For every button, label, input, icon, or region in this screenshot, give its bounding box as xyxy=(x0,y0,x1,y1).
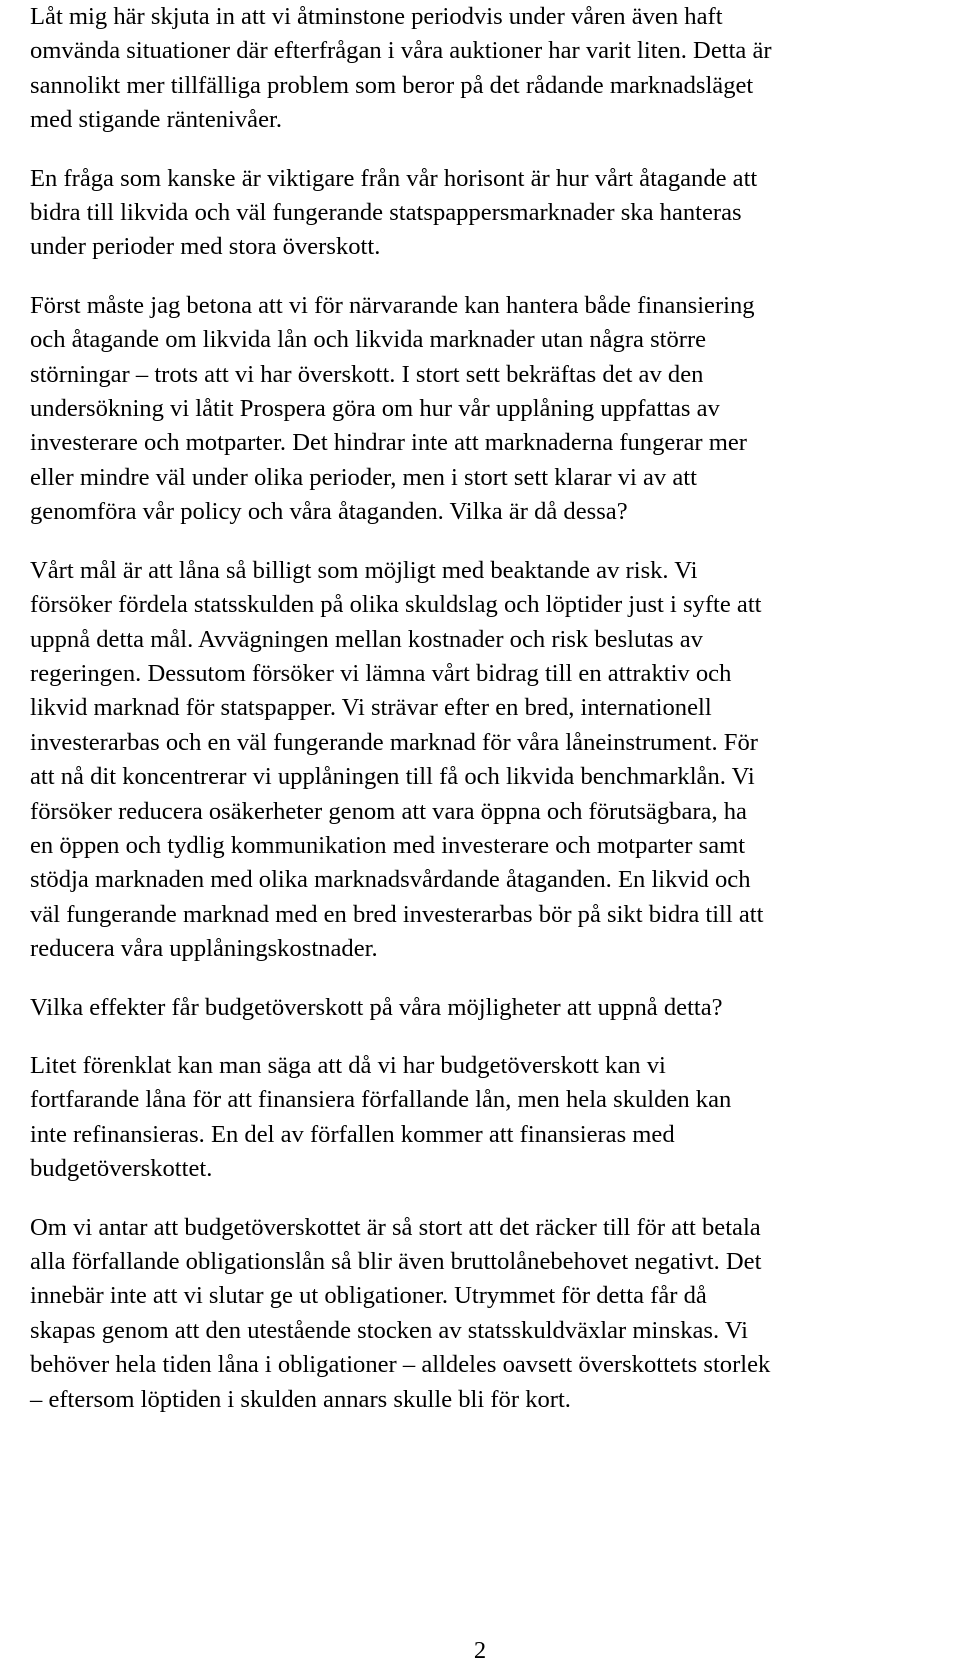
text-line: störningar – trots att vi har överskott. I stort sett bekräftas det av den xyxy=(30,360,704,388)
text-line: Om vi antar att budgetöverskottet är så stort att det räcker till för att betala xyxy=(30,1213,761,1241)
text-line: investerarbas och en väl fungerande marknad för våra låneinstrument. För xyxy=(30,728,758,756)
document-body xyxy=(30,0,950,1441)
paragraph xyxy=(30,991,950,1025)
paragraph xyxy=(30,0,950,138)
text-line: skapas genom att den utestående stocken av statsskuldväxlar minskas. Vi xyxy=(30,1316,748,1344)
text-line: stödja marknaden med olika marknadsvårdande åtaganden. En likvid och xyxy=(30,866,751,894)
text-line: Först måste jag betona att vi för närvarande kan hantera både finansiering xyxy=(30,291,755,319)
text-line: försöker reducera osäkerheter genom att vara öppna och förutsägbara, ha xyxy=(30,797,747,825)
paragraph xyxy=(30,554,950,967)
text-line: alla förfallande obligationslån så blir även bruttolånebehovet negativt. Det xyxy=(30,1248,762,1275)
text-line: Låt mig här skjuta in att vi åtminstone periodvis under våren även haft xyxy=(30,3,723,30)
text-line: likvid marknad för statspapper. Vi strävar efter en bred, internationell xyxy=(30,694,712,722)
text-line: regeringen. Dessutom försöker vi lämna vårt bidrag till en attraktiv och xyxy=(30,659,732,687)
text-line: undersökning vi låtit Prospera göra om hur vår upplåning uppfattas av xyxy=(30,395,720,423)
text-line: En fråga som kanske är viktigare från vår horisont är hur vårt åtagande att xyxy=(30,164,758,192)
text-line: – eftersom löptiden i skulden annars skulle bli för kort. xyxy=(30,1385,571,1413)
text-line: budgetöverskottet. xyxy=(30,1155,213,1183)
text-line: Litet förenklat kan man säga att då vi har budgetöverskott kan vi xyxy=(30,1051,666,1079)
text-line: inte refinansieras. En del av förfallen kommer att finansieras med xyxy=(30,1120,675,1148)
text-line: väl fungerande marknad med en bred investerarbas bör på sikt bidra till att xyxy=(30,900,764,928)
text-line: en öppen och tydlig kommunikation med investerare och motparter samt xyxy=(30,831,746,859)
text-line: innebär inte att vi slutar ge ut obligationer. Utrymmet för detta får då xyxy=(30,1282,707,1310)
text-line: eller mindre väl under olika perioder, men i stort sett klarar vi av att xyxy=(30,463,697,491)
paragraph xyxy=(30,162,950,265)
text-line: fortfarande låna för att finansiera förfallande lån, men hela skulden kan xyxy=(30,1086,732,1114)
text-line: och åtagande om likvida lån och likvida marknader utan några större xyxy=(30,326,707,354)
text-line: att nå dit koncentrerar vi upplåningen till få och likvida benchmarklån. Vi xyxy=(30,763,755,791)
paragraph xyxy=(30,289,950,530)
text-line: reducera våra upplåningskostnader. xyxy=(30,935,378,963)
text-line: investerare och motparter. Det hindrar inte att marknaderna fungerar mer xyxy=(30,429,747,457)
text-line: med stigande räntenivåer. xyxy=(30,106,282,134)
text-line: genomföra vår policy och våra åtaganden. Vilka är då dessa? xyxy=(30,498,628,526)
text-line: försöker fördela statsskulden på olika skuldslag och löptider just i syfte att xyxy=(30,591,762,619)
text-line: sannolikt mer tillfälliga problem som beror på det rådande marknadsläget xyxy=(30,71,754,99)
paragraph xyxy=(30,1211,950,1417)
text-line: Vårt mål är att låna så billigt som möjligt med beaktande av risk. Vi xyxy=(30,556,698,584)
text-line: Vilka effekter får budgetöverskott på våra möjligheter att uppnå detta? xyxy=(30,993,723,1021)
text-line: omvända situationer där efterfrågan i våra auktioner har varit liten. Detta är xyxy=(30,37,772,65)
text-line: uppnå detta mål. Avvägningen mellan kostnader och risk beslutas av xyxy=(30,625,703,653)
paragraph xyxy=(30,1049,950,1187)
text-line: behöver hela tiden låna i obligationer – alldeles oavsett överskottets storlek xyxy=(30,1351,771,1379)
text-line: under perioder med stora överskott. xyxy=(30,233,381,261)
text-line: bidra till likvida och väl fungerande statspappersmarknader ska hanteras xyxy=(30,199,742,227)
page-number: 2 xyxy=(473,1637,487,1664)
